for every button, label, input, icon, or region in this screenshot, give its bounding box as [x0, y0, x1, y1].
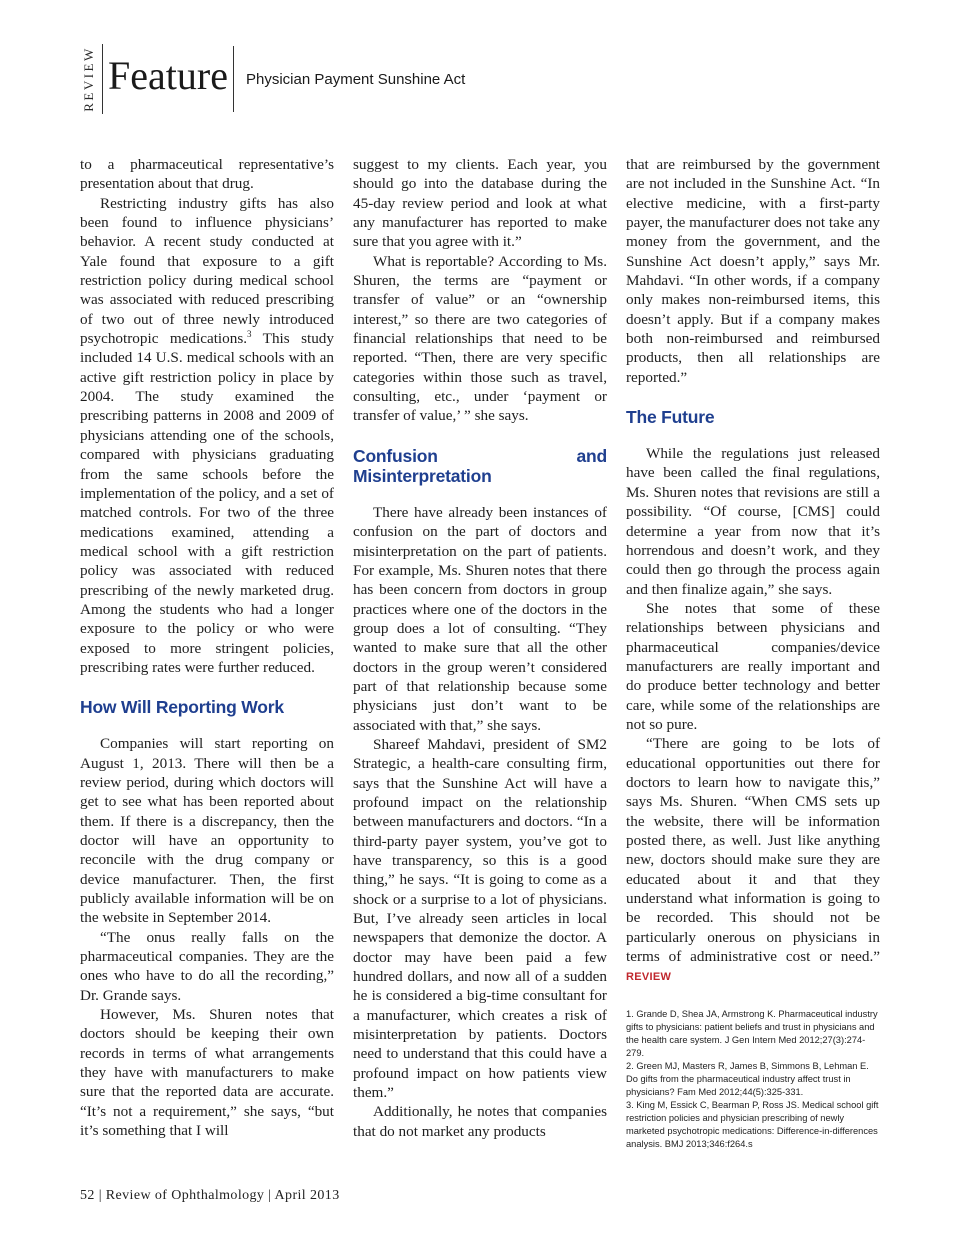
- section-heading: The Future: [626, 407, 715, 428]
- reference-item: 3. King M, Essick C, Bearman P, Ross JS. Medical school gift restriction policies and physician prescribing of newly marketed psychotropic medications: Difference-in-differences analysis. BMJ 2013;346:f264.s: [626, 1099, 879, 1149]
- paragraph: that are reimbursed by the government are not included in the Sunshine Act. “In elective medicine, with a first-party payer, the manufacturer does not take any money from the government, and the Sunshine Act doesn’t apply,” says Mr. Mahdavi. “In other words, if a company only makes non-reimbursed items, this doesn’t apply. But if a company makes both non-reimbursed and reimbursed products, then all relationships are reported.”: [626, 156, 880, 386]
- paragraph: Shareef Mahdavi, president of SM2 Strategic, a health-care consulting firm, says that the Sunshine Act will have a profound impact on the relationship between manufacturers and doctors. “In a third-party payer system, you’ve got to have transparency, so this is a good thing,” he says. “It is going to come as a shock or a surprise to a lot of physicians. But, I’ve already seen articles in local newspapers that demonize the doctor. A doctor may have been paid a few hundred dollars, and now all of a sudden he is considered a big-time consultant for a manufacturer, which creates a risk of misinterpretation by patients. Doctors need to understand that this could have a profound impact on how patients view them.”: [353, 735, 607, 1102]
- paragraph: “The onus really falls on the pharmaceutical companies. They are the ones who have to do all the recording,” Dr. Grande says.: [80, 928, 334, 1004]
- page-header: [78, 44, 898, 114]
- page-footer: 52 | Review of Ophthalmology | April 2013: [80, 1188, 340, 1203]
- section-heading: How Will Reporting Work: [80, 697, 284, 718]
- paragraph: suggest to my clients. Each year, you should go into the database during the 45-day review period and look at what any manufacturer has reported to make sure that you agree with it.”: [353, 156, 607, 251]
- paragraph: However, Ms. Shuren notes that doctors should be keeping their own records in terms of what arrangements they have with manufacturers to make sure that the reported data are accurate. “It’s not a requirement,” she says, “but it’s something that I will: [80, 1006, 334, 1140]
- paragraph: What is reportable? According to Ms. Shuren, the terms are “payment or transfer of value” or an “ownership interest,” so there are two categories of financial relationships that need to be reported. “Then, there are very specific categories within those such as travel, consulting, etc., under ‘payment or transfer of value,’ ” she says.: [353, 252, 607, 425]
- column-2: [353, 155, 607, 1141]
- paragraph: Restricting industry gifts has also been found to influence physicians’ behavior. A recent study conducted at Yale found that exposure to a gift restriction policy during medical school was associated with reduced prescribing of two out of three newly introduced psychotropic medications.$^3$ This study included 14 U.S. medical schools with an active gift restriction policy in place by 2004. The study examined the prescribing patterns in 2008 and 2009 of physicians attending one of the schools, compared with physicians graduating from the same schools before the implementation of the policy, and a set of matched controls. For two of the three medications examined, attending a medical school with a gift restriction policy was associated with reduced prescribing of the newly marketed drug. Among the students who had a longer exposure to the policy or who were exposed to more stringent policies, prescribing rates were further reduced.: [80, 194, 334, 676]
- paragraph: While the regulations just released have been called the final regulations, Ms. Shuren notes that revisions are still a possibility. “Of course, [CMS] could determine a year from now that it’s horrendous and doesn’t work, and they could then go through the process again and then finalize again,” she says.: [626, 445, 880, 598]
- references: [626, 1008, 880, 1151]
- reference-item: 1. Grande D, Shea JA, Armstrong K. Pharmaceutical industry gifts to physicians: patient beliefs and trust in physicians and the health care system. J Gen Intern Med 2012;27(3):274-279.: [626, 1008, 878, 1058]
- end-mark: REVIEW: [626, 971, 672, 984]
- paragraph: “There are going to be lots of educational opportunities out there for doctors to learn how to navigate this,” says Ms. Shuren. “When CMS sets up the website, there will be information posted there, as well. Just like anything new, doctors should make sure they are educated about it and that they understand what information is going to be recorded. This should not be particularly onerous on physicians in terms of administrative cost or need.” REVIEW: [626, 735, 880, 984]
- section-heading: Confusion and Misinterpretation: [353, 445, 607, 486]
- paragraph: She notes that some of these relationships between physicians and pharmaceutical companies/device manufacturers are really important and do produce better technology and better care, while some of the relationships are not so pure.: [626, 599, 880, 733]
- header-divider-left: [102, 44, 103, 114]
- header-divider-right: [233, 46, 234, 112]
- paragraph: Additionally, he notes that companies that do not market any products: [353, 1103, 607, 1140]
- article-subtitle: Physician Payment Sunshine Act: [246, 71, 466, 88]
- footnote-ref: 3: [247, 329, 252, 340]
- column-1: [80, 155, 334, 1141]
- paragraph: Companies will start reporting on August 1, 2013. There will then be a review period, during which doctors will get to see what has been reported about them. If there is a discrepancy, then the doctor will have an opportunity to reconcile with the drug company or device manufacturer. Then, the first publicly available information will be on the website in September 2014.: [80, 735, 334, 927]
- column-3: [626, 155, 880, 1151]
- paragraph: There have already been instances of confusion on the part of doctors and misinterpretation on the part of patients. For example, Ms. Shuren notes that there has been concern from doctors in group practices where one of the doctors in the group does a lot of consulting. “They wanted to make sure that all the other doctors in the group weren’t considered part of that relationship because some physicians just don’t want to be associated with that,” she says.: [353, 503, 607, 734]
- section-title: Feature: [108, 53, 228, 98]
- section-vertical-label: REVIEW: [81, 46, 97, 112]
- paragraph: to a pharmaceutical representative’s presentation about that drug.: [80, 156, 334, 193]
- reference-item: 2. Green MJ, Masters R, James B, Simmons B, Lehman E. Do gifts from the pharmaceutical industry affect trust in physicians? Fam Med 2012;44(5):325-331.: [626, 1060, 869, 1097]
